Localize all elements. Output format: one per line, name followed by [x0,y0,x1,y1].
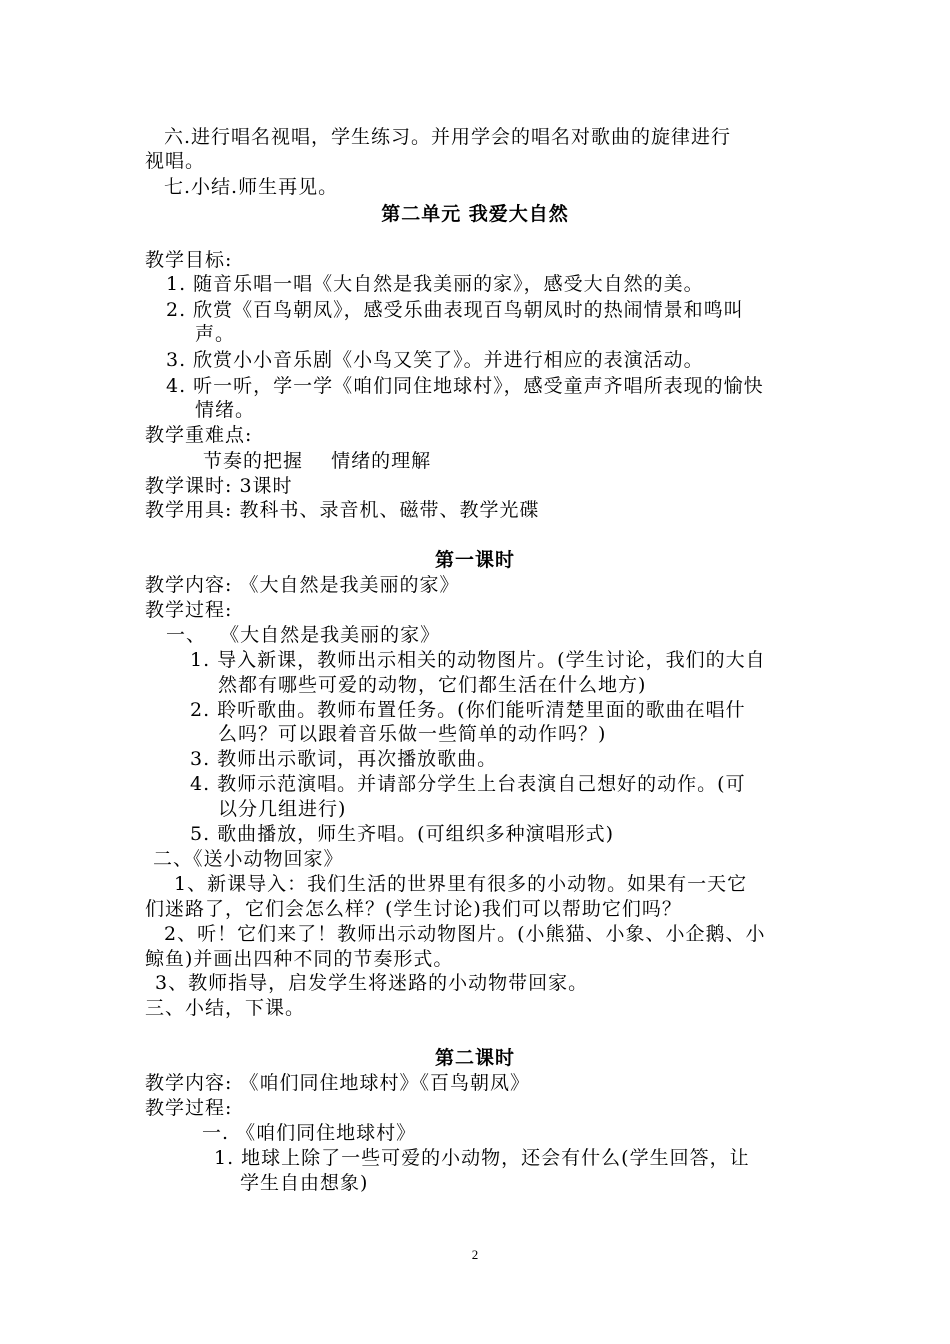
lesson1-content: 教学内容: 《大自然是我美丽的家》 [145,574,460,596]
goal-item: 4. 听一听，学一学《咱们同住地球村》，感受童声齐唱所表现的愉快 [166,375,764,397]
step6-line2: 视唱。 [145,150,206,172]
lesson1-part2-title: 二、《送小动物回家》 [153,848,344,870]
lesson2-content: 教学内容: 《咱们同住地球村》《百鸟朝凤》 [145,1072,530,1094]
lesson2-process-label: 教学过程: [145,1097,233,1119]
lesson1-part2-step2-cont: 鲸鱼)并画出四种不同的节奏形式。 [145,948,454,970]
lesson2-step1-cont: 学生自由想象) [240,1172,369,1194]
goal-item-cont: 情绪。 [195,399,256,421]
lesson1-step: 2. 聆听歌曲。教师布置任务。(你们能听清楚里面的歌曲在唱什 [190,699,746,721]
lesson1-part2-step1: 1、新课导入：我们生活的世界里有很多的小动物。如果有一天它 [174,873,748,895]
lesson1-step: 4. 教师示范演唱。并请部分学生上台表演自己想好的动作。(可 [190,773,746,795]
lesson1-part1-title: 一、 《大自然是我美丽的家》 [166,624,441,646]
teaching-tools: 教学用具: 教科书、录音机、磁带、教学光碟 [145,499,540,521]
class-periods: 教学课时: 3课时 [145,475,293,497]
goal-item: 2. 欣赏《百鸟朝凤》，感受乐曲表现百鸟朝凤时的热闹情景和鸣叫 [166,299,744,321]
step6-line1: 六.进行唱名视唱，学生练习。并用学会的唱名对歌曲的旋律进行 [164,126,732,148]
lesson1-part2-step3: 3、教师指导，启发学生将迷路的小动物带回家。 [155,972,589,994]
unit2-title: 第二单元 我爱大自然 [381,203,569,225]
lesson1-step-cont: 然都有哪些可爱的动物，它们都生活在什么地方) [218,674,647,696]
lesson1-part3: 三、小结，下课。 [145,997,306,1019]
lesson1-process-label: 教学过程: [145,599,233,621]
lesson1-part2-step1-cont: 们迷路了，它们会怎么样？(学生讨论)我们可以帮助它们吗？ [145,898,682,920]
key-points-label: 教学重难点: [145,424,253,446]
goal-item-cont: 声。 [195,323,236,345]
lesson1-part2-step2: 2、听！它们来了！教师出示动物图片。(小熊猫、小象、小企鹅、小 [164,923,766,945]
goals-label: 教学目标: [145,249,233,271]
lesson1-step: 5. 歌曲播放，师生齐唱。(可组织多种演唱形式) [190,823,614,845]
lesson2-title: 第二课时 [434,1047,515,1069]
step7: 七.小结.师生再见。 [164,176,339,198]
page-number: 2 [471,1247,479,1262]
key-points: 节奏的把握 情绪的理解 [203,450,432,472]
lesson2-part1-title: 一. 《咱们同住地球村》 [202,1122,417,1144]
lesson1-title: 第一课时 [434,549,515,571]
lesson1-step-cont: 以分几组进行) [218,798,347,820]
lesson1-step: 3. 教师出示歌词，再次播放歌曲。 [190,748,498,770]
goal-item: 3. 欣赏小小音乐剧《小鸟又笑了》。并进行相应的表演活动。 [166,349,704,371]
lesson1-step-cont: 么吗？可以跟着音乐做一些简单的动作吗？) [218,723,607,745]
lesson2-step1: 1. 地球上除了一些可爱的小动物，还会有什么(学生回答，让 [214,1147,750,1169]
lesson1-step: 1. 导入新课，教师出示相关的动物图片。(学生讨论，我们的大自 [190,649,766,671]
goal-item: 1. 随音乐唱一唱《大自然是我美丽的家》，感受大自然的美。 [166,273,704,295]
